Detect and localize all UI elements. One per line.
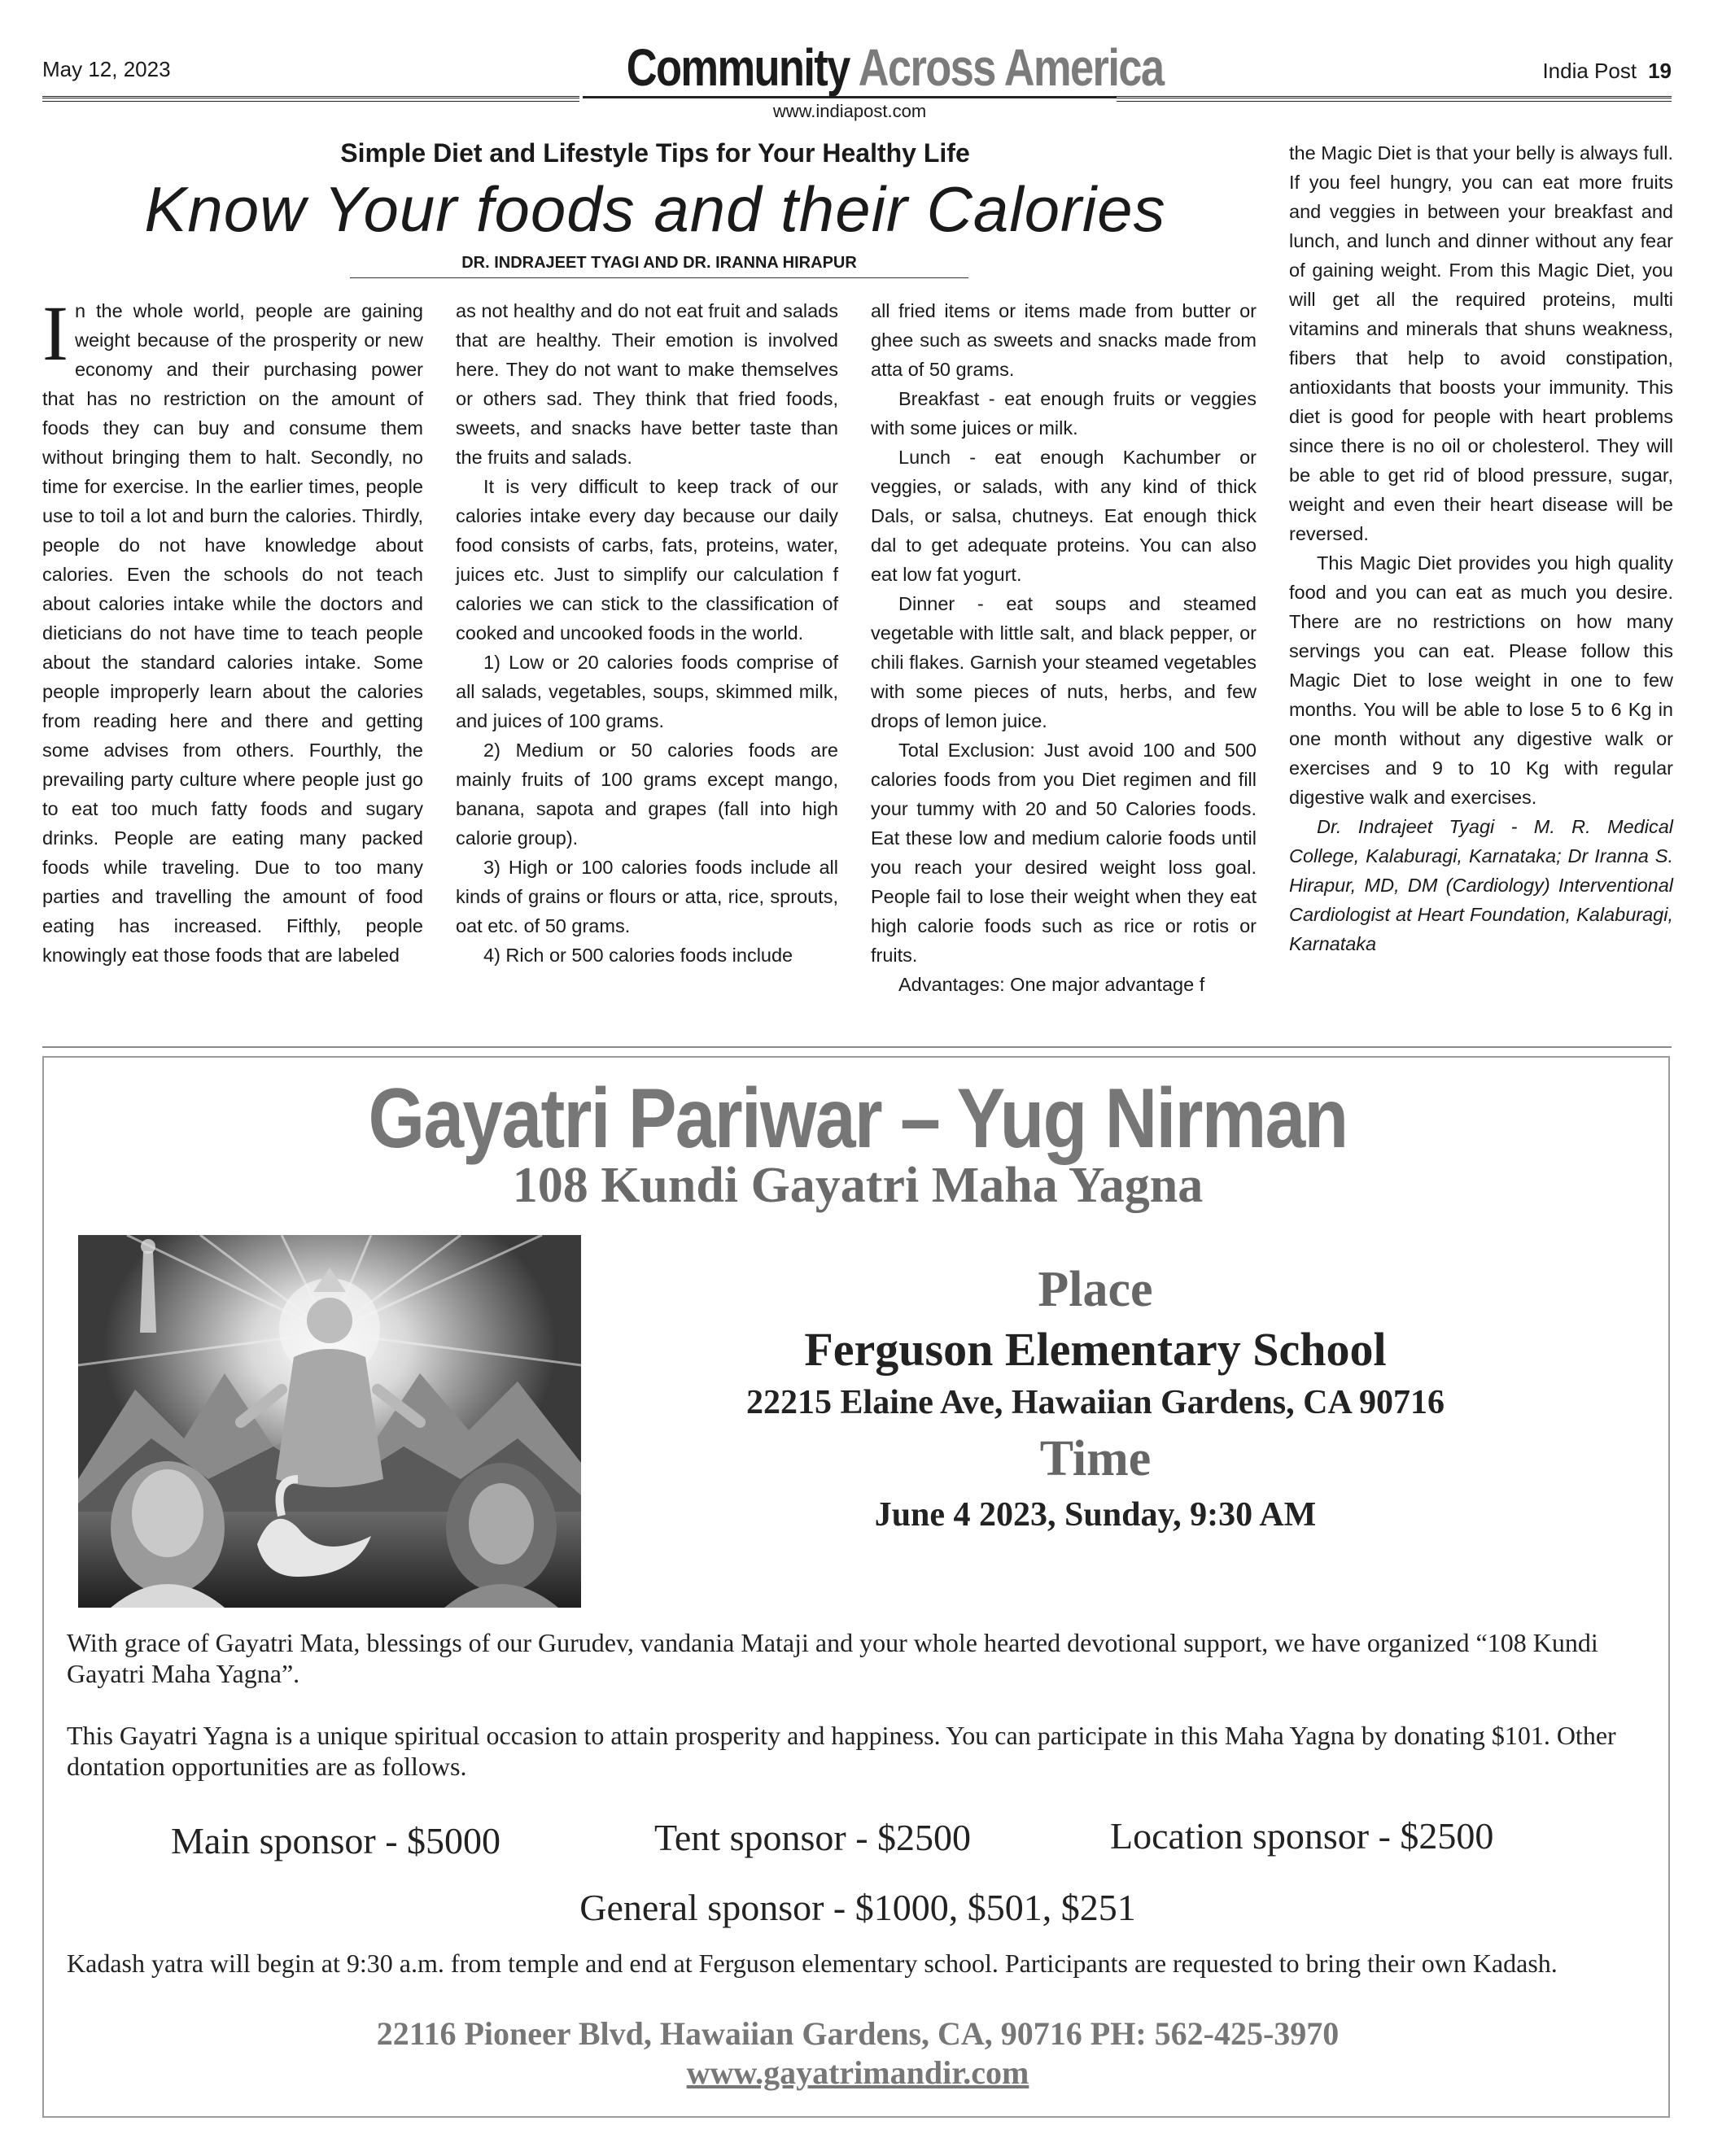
event-details [662, 1258, 1528, 1539]
page-number: 19 [1648, 59, 1672, 83]
masthead-community: Community [626, 38, 850, 97]
event-advertisement [42, 1056, 1670, 2118]
masthead-rule [583, 96, 1117, 98]
ad-donation-paragraph: This Gayatri Yagna is a unique spiritual occasion to attain prosperity and happiness. You can participate in this Maha Yagna by donating $101. Other dontation opportunities are as follows. [67, 1721, 1616, 1781]
paragraph-lunch: Lunch - eat enough Kachumber or veggies, or salads, with any kind of thick Dals, or salsa, chutneys. Eat enough thick dal to get adequate proteins. You can also eat low fat yogurt. [871, 447, 1257, 585]
column-1-text: n the whole world, people are gaining weight because of the prosperity or new economy and their purchasing power that has no restriction on the amount of foods they can buy and consume them without bringing them to halt. Secondly, no time for exercise. In the earlier times, people use to toil a lot and burn the calories. Thirdly, people do not have knowledge about calories. Even the schools do not teach about calories intake while the doctors and dieticians do not have time to teach people about the standard calories intake. Some people improperly learn about the calories from reading here and there and getting some advises from others. Fourthly, the prevailing party culture where people just go to eat too much fatty foods and sugary drinks. People are eating many packed foods while traveling. Due to too many parties and travelling the amount of food eating has increased. Fifthly, people knowingly eat those foods that are labeled [42, 300, 423, 966]
ad-title: Gayatri Pariwar – Yug Nirman [368, 1071, 1348, 1166]
paragraph: This Magic Diet provides you high quality food and you can eat as much you desire. There are no restrictions on how many servings you can eat. Please follow this Magic Diet to lose weight in one to few months. You will be able to lose 5 to 6 Kg in one month without any digestive walk or exercises and 9 to 10 Kg with regular digestive walk and exercises. [1289, 552, 1673, 808]
paragraph-dinner: Dinner - eat soups and steamed vegetable with little salt, and black pepper, or chili flakes. Garnish your steamed vegetables with some pieces of nuts, herbs, and few drops of lemon juice. [871, 593, 1257, 731]
temple-website-link[interactable]: www.gayatrimandir.com [686, 2054, 1029, 2091]
article-kicker: Simple Diet and Lifestyle Tips for Your Healthy Life [340, 138, 970, 168]
devotional-photo [78, 1235, 581, 1608]
sponsor-location: Location sponsor - $2500 [1110, 1815, 1494, 1857]
article-column-4 [1289, 138, 1673, 958]
list-item-rich-calorie: 4) Rich or 500 calories foods include [483, 945, 793, 966]
event-time: June 4 2023, Sunday, 9:30 AM [874, 1496, 1317, 1534]
drop-cap: I [42, 290, 68, 377]
ad-subtitle: 108 Kundi Gayatri Maha Yagna [512, 1158, 1204, 1213]
article-headline: Know Your foods and their Calories [144, 173, 1166, 245]
time-label: Time [1039, 1431, 1152, 1486]
section-divider [42, 1046, 1672, 1048]
paragraph-exclusion: Total Exclusion: Just avoid 100 and 500 calories foods from you Diet regimen and fill your tummy with 20 and 50 Calories foods. Eat these low and medium calorie foods until you reach your desired weight loss goal. People fail to lose their weight when they eat high calorie foods such as rice or rotis or fruits. [871, 740, 1257, 966]
paragraph-advantages: Advantages: One major advantage f [898, 974, 1205, 995]
goddess-collage-image [78, 1235, 581, 1608]
list-item-medium-calorie: 2) Medium or 50 calories foods are mainly fruits of 100 grams except mango, banana, sapota and grapes (fall into high calorie group). [456, 740, 838, 849]
masthead-across-america: Across America [858, 38, 1164, 97]
publication-info [1542, 59, 1672, 84]
sponsor-main: Main sponsor - $5000 [171, 1820, 501, 1861]
venue-address: 22215 Elaine Ave, Hawaiian Gardens, CA 90716 [746, 1384, 1445, 1421]
article-column-2 [456, 296, 838, 970]
header-url[interactable]: www.indiapost.com [772, 101, 927, 121]
publication-name: India Post [1542, 59, 1637, 83]
list-item-high-calorie: 3) High or 100 calories foods include all kinds of grains or flours or atta, rice, sprouts, oat etc. of 50 grams. [456, 857, 838, 936]
list-item-low-calorie: 1) Low or 20 calories foods comprise of all salads, vegetables, soups, skimmed milk, and juices of 100 grams. [456, 652, 838, 731]
paragraph: all fried items or items made from butter or ghee such as sweets and snacks made from atta of 50 grams. [871, 300, 1257, 380]
article-column-1 [42, 290, 423, 970]
ad-kadash-paragraph: Kadash yatra will begin at 9:30 a.m. from temple and end at Ferguson elementary school. Participants are requested to bring their own Kadash. [67, 1949, 1558, 1978]
place-label: Place [1038, 1262, 1153, 1317]
venue-name: Ferguson Elementary School [804, 1323, 1387, 1376]
ad-intro-paragraph: With grace of Gayatri Mata, blessings of our Gurudev, vandania Mataji and your whole hearted devotional support, we have organized “108 Kundi Gayatri Maha Yagna”. [67, 1628, 1598, 1688]
article-column-3 [871, 296, 1257, 999]
header-rule-right [1117, 96, 1672, 102]
section-masthead [626, 37, 1164, 98]
paragraph: the Magic Diet is that your belly is always full. If you feel hungry, you can eat more fruits and veggies in between your breakfast and lunch, and lunch and dinner without any fear of gaining weight. From this Magic Diet, you will get all the required proteins, multi vitamins and minerals that shuns weakness, fibers that help to avoid constipation, antioxidants that boosts your immunity. This diet is good for people with heart problems since there is no oil or cholesterol. They will be able to get rid of blood pressure, sugar, weight and even their heart disease will be reversed. [1289, 142, 1673, 544]
sponsor-tent: Tent sponsor - $2500 [654, 1817, 972, 1858]
paragraph: as not healthy and do not eat fruit and salads that are healthy. Their emotion is involved here. They do not want to make themselves or others sad. They think that fried foods, sweets, and snacks have better taste than the fruits and salads. [456, 300, 838, 468]
temple-address: 22116 Pioneer Blvd, Hawaiian Gardens, CA, 90716 PH: 562-425-3970 [376, 2015, 1340, 2052]
issue-date: May 12, 2023 [42, 57, 171, 81]
header-rule-left [42, 96, 579, 102]
paragraph-breakfast: Breakfast - eat enough fruits or veggies with some juices or milk. [871, 388, 1257, 439]
paragraph: It is very difficult to keep track of our calories intake every day because our daily food consists of carbs, fats, proteins, water, juices etc. Just to simplify our calculation f calories we can stick to the classification of cooked and uncooked foods in the world. [456, 476, 838, 644]
sponsor-general: General sponsor - $1000, $501, $251 [579, 1887, 1136, 1928]
author-signature: Dr. Indrajeet Tyagi - M. R. Medical College, Kalaburagi, Karnataka; Dr Iranna S. Hirapur, MD, DM (Cardiology) Interventional Cardiologist at Heart Foundation, Kalaburagi, Karnataka [1289, 816, 1673, 954]
article-byline: DR. INDRAJEET TYAGI AND DR. IRANNA HIRAPUR [350, 254, 968, 278]
